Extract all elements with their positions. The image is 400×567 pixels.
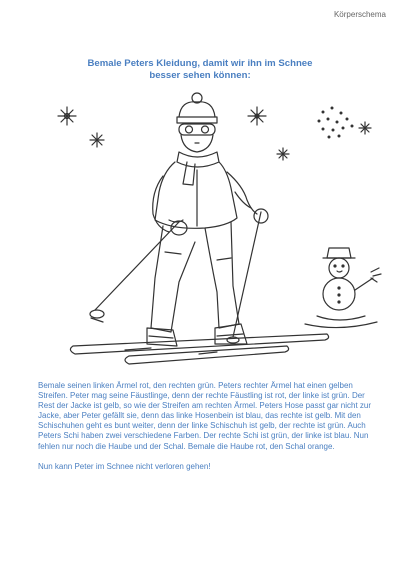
skier-illustration <box>55 92 385 372</box>
snowflake-icon <box>359 122 371 134</box>
instructions-closing: Nun kann Peter im Schnee nicht verloren gehen! <box>38 461 211 471</box>
snowflake-icon <box>58 107 76 125</box>
title-line-2: besser sehen können: <box>149 70 251 81</box>
instructions-paragraph: Bemale seinen linken Ärmel rot, den rechten grün. Peters rechter Ärmel hat einen gelben Streifen. Peter mag seine Fäustlinge, denn der rechte Fäustling ist rot, der linke ist grün. Der Rest der Jacke ist gelb, so wie der Streifen am rechten Ärmel. Peters Hose passt gar nicht zur Jacke, aber Peter gefällt sie, denn das linke Hosenbein ist blau, das rechte ist gelb. Mit den Schischuhen geht es bunt weiter, denn der linke Schischuh ist gelb, der rechte ist grün. Auch Peters Schi haben zwei verschiedene Farben. Der rechte Schi ist grün, der linke ist blau. Nun fehlen nur noch die Haube und der Schal. Bemale die Haube rot, den Schal orange. <box>38 381 372 451</box>
ski-poles <box>90 212 261 343</box>
instructions-block <box>38 381 378 472</box>
snowflake-icon <box>248 107 266 125</box>
snowflake-icon <box>90 133 104 147</box>
snowflake-icon <box>277 148 289 160</box>
skis <box>70 334 328 364</box>
title-line-1: Bemale Peters Kleidung, damit wir ihn im Schnee <box>87 58 313 69</box>
snowman-icon <box>305 248 381 328</box>
header-label: Körperschema <box>333 10 386 19</box>
snow-dots <box>318 107 354 139</box>
page-title <box>0 58 400 82</box>
skier-figure <box>147 93 268 346</box>
